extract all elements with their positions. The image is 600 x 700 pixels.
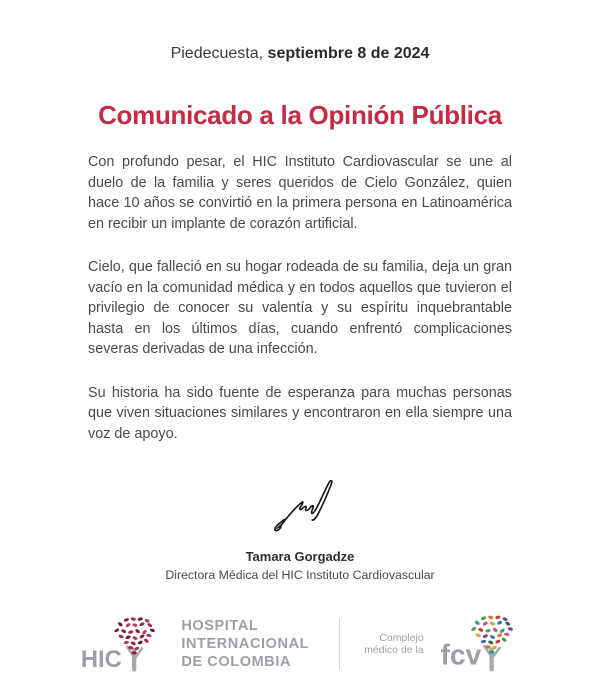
page-title: Comunicado a la Opinión Pública [98, 100, 502, 130]
dateline-city: Piedecuesta, [170, 45, 264, 62]
fcv-tagline [364, 632, 424, 657]
fcv-tagline-line-2: médico de la [364, 644, 424, 656]
hic-name-line-1: HOSPITAL [181, 618, 259, 634]
footer-divider [339, 618, 340, 670]
signatory-role: Directora Médica del HIC Instituto Cardiovascular [165, 568, 435, 582]
handwritten-signature-icon [266, 467, 334, 547]
signature-block [88, 467, 512, 582]
hic-hospital-name [181, 617, 309, 671]
dateline-date: septiembre 8 de 2024 [267, 45, 430, 62]
fcv-logo [438, 612, 523, 676]
dateline [88, 44, 512, 64]
hic-name-line-3: DE COLOMBIA [181, 654, 292, 670]
paragraph-1: Con profundo pesar, el HIC Instituto Cardiovascular se une al duelo de la familia y seres queridos de Cielo González, quien hace 10 años se convirtió en la primera persona en Latinoamérica en recibir un implante de corazón artificial. [88, 154, 512, 232]
paragraph-3: Su historia ha sido fuente de esperanza para muchas personas que viven situaciones similares y encontraron en ella siempre una voz de apoyo. [88, 384, 512, 442]
fcv-tagline-line-1: Complejo [379, 631, 424, 644]
footer-logos [0, 612, 600, 676]
fcv-acronym: fcv [440, 638, 481, 671]
paragraph-2: Cielo, que falleció en su hogar rodeada de su familia, deja un gran vacío en la comunidad médica y en todos aquellos que tuvieron el privilegio de conocer su valentía y su espíritu inquebrantable hasta en los últimos días, cuando enfrentó complicaciones severas derivadas de una infección. [88, 259, 512, 357]
hic-logo [77, 612, 167, 676]
signatory-name: Tamara Gorgadze [245, 549, 355, 564]
hic-acronym: HIC [81, 645, 123, 673]
hic-name-line-2: INTERNACIONAL [181, 636, 310, 652]
